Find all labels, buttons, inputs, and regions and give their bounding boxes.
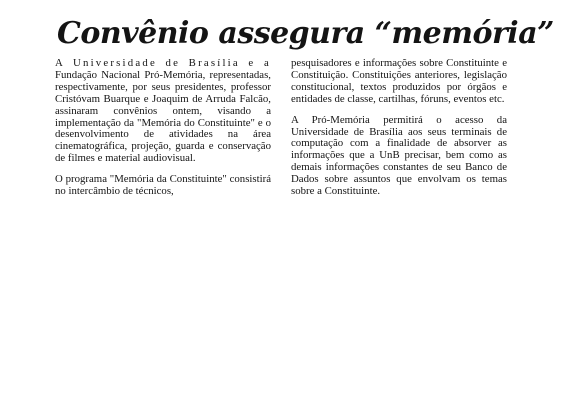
paragraph-continuation: pesquisadores e informações sobre Constituinte e Constituição. Constituições anteriores, legislação constitucional, textos produzidos por órgãos e entidades de classe, cartilhas, fóruns, eventos etc.: [291, 57, 507, 105]
headline: Convênio assegura “memória”: [57, 16, 554, 51]
article-body: [55, 58, 507, 198]
column-left: [55, 58, 271, 198]
paragraph-program: O programa "Memória da Constituinte" consistirá no intercâmbio de técnicos,: [55, 173, 271, 198]
newspaper-clipping: [55, 12, 554, 392]
paragraph-intro: A Universidade de Brasília e a Fundação Nacional Pró-Memória, representadas, respectivamente, por seus presidentes, professor Cristóvam Buarque e Joaquim de Arruda Falcão, assinaram convênios ontem, visando a implementação da "Memória do Constituinte" e o desenvolvimento de atividades na área cinematográfica, projeção, guarda e conservação de filmes e material audiovisual.: [55, 57, 271, 165]
column-right: [291, 58, 507, 198]
paragraph-access: A Pró-Memória permitirá o acesso da Universidade de Brasília aos seus terminais de computação com a finalidade de absorver as informações que a UnB precisar, bem como as demais informações constantes de seu Banco de Dados sobre assuntos que envolvam os temas sobre a Constituinte.: [291, 113, 507, 198]
